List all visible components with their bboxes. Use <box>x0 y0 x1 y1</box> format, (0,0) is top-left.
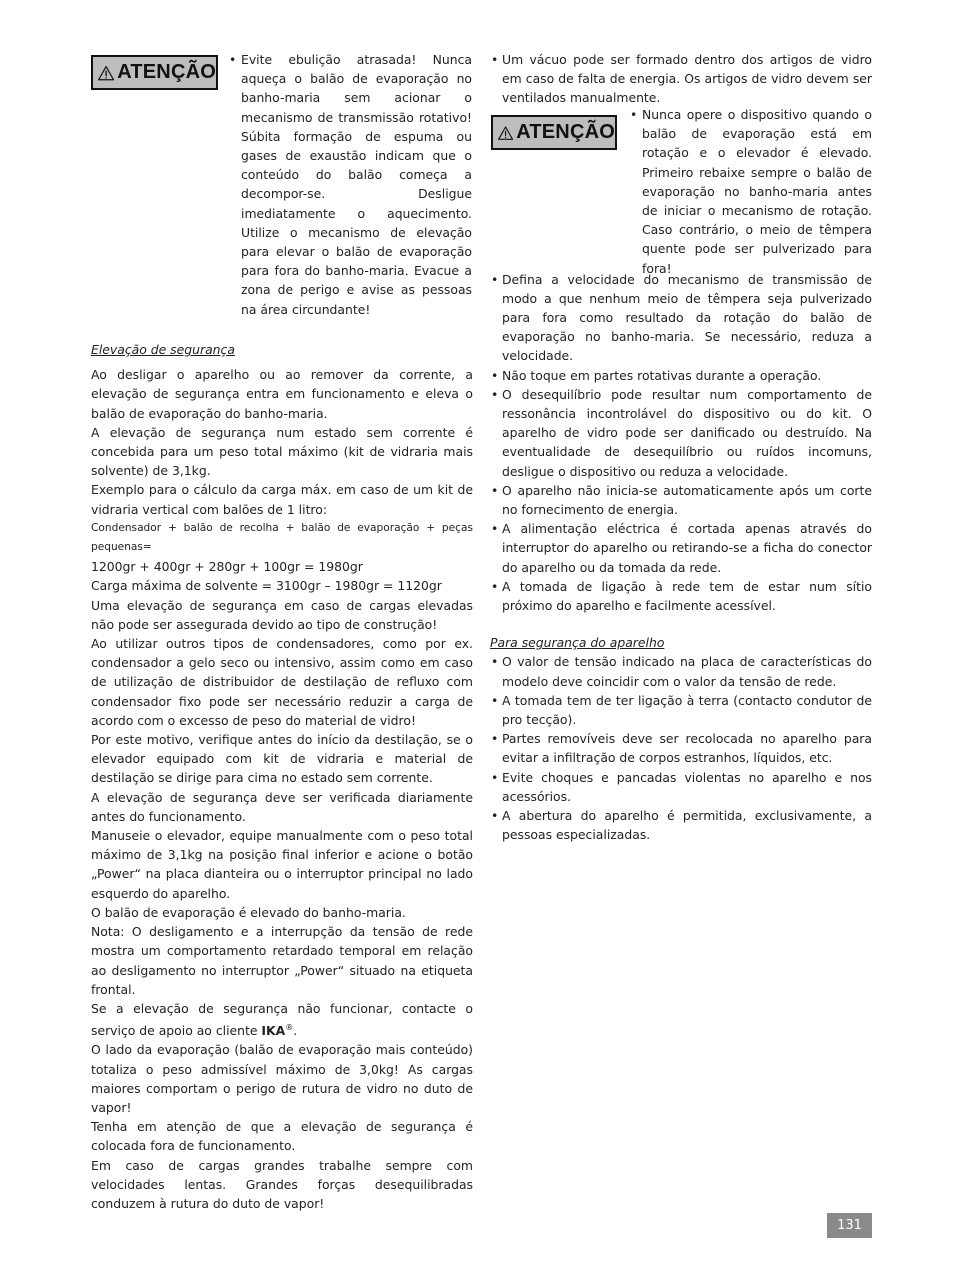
warning-text: • Nunca opere o dispositivo quando o balão de evaporação está em rotação e o elevador é elevado. Primeiro rebaixe sempre o balão de evaporação no banho-maria antes de iniciar o mecanismo de rotação. Caso contrário, o meio de têmpera quente pode ser pulverizado para fora! <box>629 105 872 278</box>
paragraph: O lado da evaporação (balão de evaporação mais conteúdo) totaliza o peso admissível máximo de 3,0kg! As cargas maiores comportam o perigo de rutura de vidro no duto de vapor! <box>91 1042 473 1116</box>
brand-name: IKA <box>261 1023 286 1039</box>
list-item: • Não toque em partes rotativas durante a operação. <box>490 366 872 385</box>
list-item: • O desequilíbrio pode resultar num comportamento de ressonância incontrolável do dispositivo ou do kit. O aparelho de vidro pode ser danificado ou destruído. Na eventualidade de desequilíbrio ou ruídos incomuns, desligue o dispositivo ou reduza a velocidade. <box>490 385 872 481</box>
left-column <box>91 340 473 1213</box>
paragraph: Uma elevação de segurança em caso de cargas elevadas não pode ser assegurada devido ao tipo de construção! <box>91 597 473 632</box>
paragraph: Manuseie o elevador, equipe manualmente com o peso total máximo de 3,1kg na posição final inferior e acione o botão „Power“ na placa dianteira ou o interruptor principal no lado esquerdo do aparelho. <box>91 828 473 901</box>
paragraph: Tenha em atenção de que a elevação de segurança é colocada fora de funcionamento. <box>91 1119 473 1154</box>
paragraph: Exemplo para o cálculo da carga máx. em caso de um kit de vidraria vertical com balões de 1 litro: <box>91 482 473 517</box>
warning-text-list <box>629 105 872 278</box>
warning-label: ATENÇÃO <box>117 61 216 83</box>
paragraph: A elevação de segurança deve ser verificada diariamente antes do funcionamento. <box>91 789 473 824</box>
list-item: • O valor de tensão indicado na placa de características do modelo deve coincidir com o valor da tensão de rede. <box>490 652 872 690</box>
paragraph: Ao desligar o aparelho ou ao remover da corrente, a elevação de segurança entra em funcionamento e eleva o balão de evaporação do banho-maria. <box>91 367 473 421</box>
bullet-list-top <box>490 50 872 108</box>
paragraph-small: Condensador + balão de recolha + balão de evaporação + peças pequenas= <box>91 521 473 554</box>
list-item: • Defina a velocidade do mecanismo de transmissão de modo a que nenhum meio de têmpera seja pulverizado para fora como resultado da rotação do balão de evaporação no banho-maria. Se necessário, reduza a velocidade. <box>490 270 872 366</box>
bullet-list <box>490 652 872 844</box>
paragraph: 1200gr + 400gr + 280gr + 100gr = 1980gr <box>91 559 363 575</box>
list-item: • A abertura do aparelho é permitida, exclusivamente, a pessoas especializadas. <box>490 806 872 844</box>
warning-triangle-icon <box>498 122 513 144</box>
paragraph <box>91 999 473 1041</box>
paragraph: Por este motivo, verifique antes do início da destilação, se o elevador equipado com kit de vidraria e material de destilação se dirige para cima no estado sem corrente. <box>91 732 473 786</box>
list-item: • O aparelho não inicia-se automaticamente após um corte no fornecimento de energia. <box>490 481 872 519</box>
paragraph: Em caso de cargas grandes trabalhe sempre com velocidades lentas. Grandes forças desequilibradas conduzem à rutura do duto de vapor! <box>91 1157 473 1212</box>
paragraph: Ao utilizar outros tipos de condensadores, como por ex. condensador a gelo seco ou intensivo, assim como em caso de utilização de distribuidor de destilação de refluxo com condensador fixo pode ser necessário reduzir a carga de acordo com o excesso de peso do material de vidro! <box>91 636 473 728</box>
list-item: • A tomada de ligação à rede tem de estar num sítio próximo do aparelho e facilmente acessível. <box>490 577 872 615</box>
registered-mark: ® <box>285 1023 294 1033</box>
paragraph: Nota: O desligamento e a interrupção da tensão de rede mostra um comportamento retardado temporal em relação ao desligamento no interruptor „Power“ situado na etiqueta frontal. <box>91 924 473 997</box>
text-run: . <box>293 1023 298 1039</box>
warning-text: • Evite ebulição atrasada! Nunca aqueça o balão de evaporação no banho-maria sem acionar o mecanismo de transmissão rotativo! Súbita formação de espuma ou gases de exaustão indicam que o conteúdo do balão começa a decompor-se. Desligue imediatamente o aquecimento. Utilize o mecanismo de elevação para elevar o balão de evaporação para fora do banho-maria. Evacue a zona de perigo e avise as pessoas na área circundante! <box>228 50 472 319</box>
list-item: • Evite choques e pancadas violentas no aparelho e nos acessórios. <box>490 768 872 806</box>
text-run: Se a elevação de segurança não funcionar, contacte o serviço de apoio ao cliente <box>91 1000 473 1039</box>
list-item: • A tomada tem de ter ligação à terra (contacto condutor de pro tecção). <box>490 691 872 729</box>
section-heading: Elevação de segurança <box>91 342 235 357</box>
warning-triangle-icon <box>98 62 114 84</box>
warning-label: ATENÇÃO <box>516 121 615 143</box>
warning-box <box>91 55 218 90</box>
bullet-list <box>490 270 872 616</box>
page-number: 131 <box>827 1213 872 1238</box>
warning-box <box>491 115 617 150</box>
paragraph: A elevação de segurança num estado sem corrente é concebida para um peso total máximo (kit de vidraria mais solvente) de 3,1kg. <box>91 424 473 479</box>
list-item: • A alimentação eléctrica é cortada apenas através do interruptor do aparelho ou retirando-se a ficha do conector do aparelho ou da tomada da rede. <box>490 519 872 577</box>
list-item: • Um vácuo pode ser formado dentro dos artigos de vidro em caso de falta de energia. Os artigos de vidro devem ser ventilados manualmente. <box>490 50 872 108</box>
section-heading: Para segurança do aparelho <box>490 635 665 651</box>
paragraph: O balão de evaporação é elevado do banho-maria. <box>91 904 406 920</box>
paragraph: Carga máxima de solvente = 3100gr – 1980gr = 1120gr <box>91 578 442 594</box>
warning-text-list <box>228 50 472 319</box>
list-item: • Partes removíveis deve ser recolocada no aparelho para evitar a infiltração de corpos estranhos, líquidos, etc. <box>490 729 872 767</box>
